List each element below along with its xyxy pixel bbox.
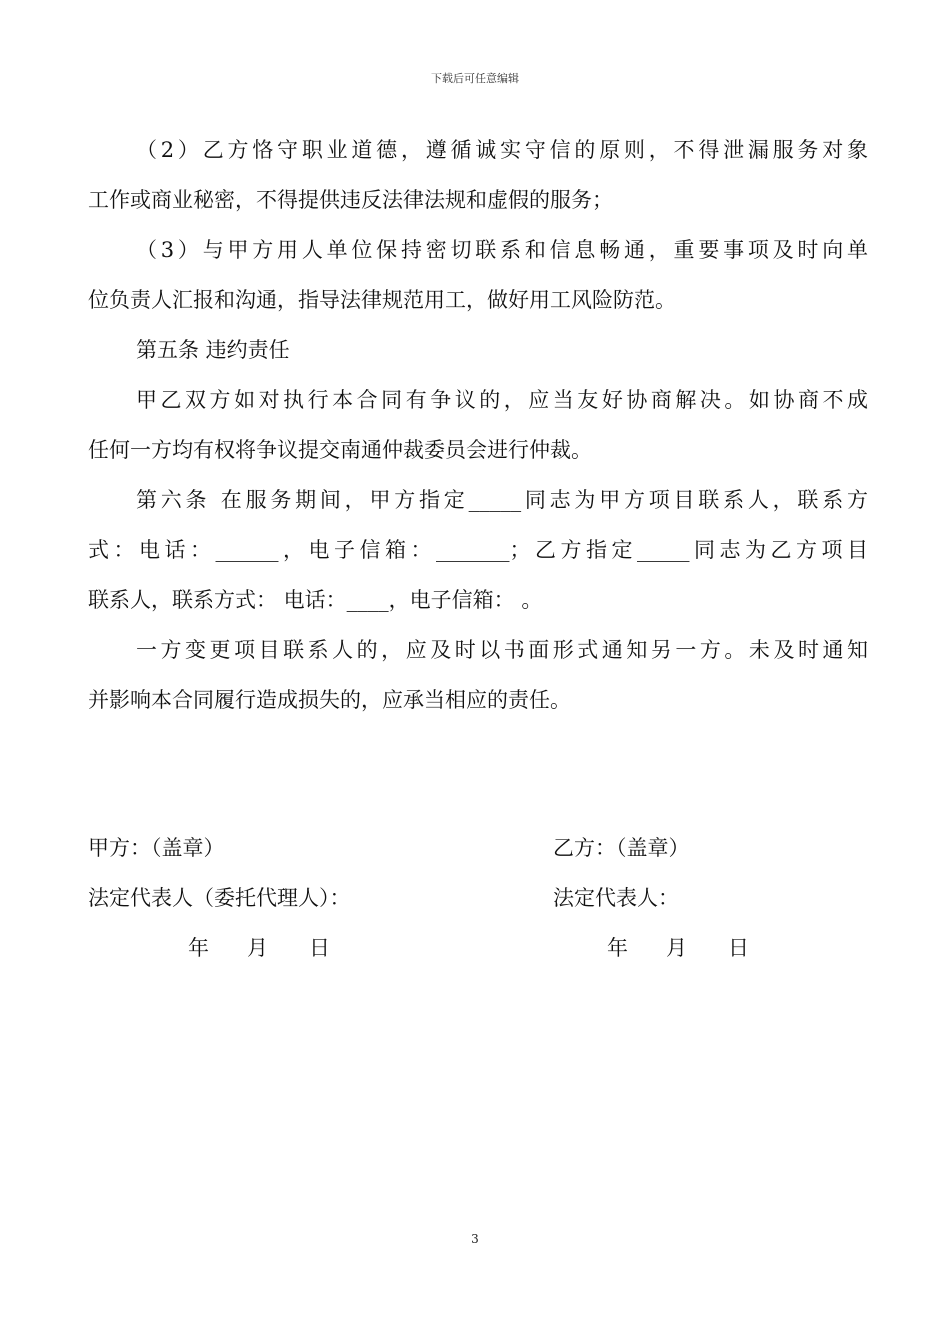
clause-3-line-2: 位负责人汇报和沟通，指导法律规范用工，做好用工风险防范。 bbox=[88, 288, 676, 312]
party-b-seal: 乙方：（盖章） bbox=[553, 836, 690, 860]
article-6-line-2: 式：电话：______，电子信箱：_______；乙方指定_____同志为乙方项目 bbox=[88, 538, 868, 562]
page-number: 3 bbox=[471, 1232, 479, 1246]
contact-change-line-2: 并影响本合同履行造成损失的，应承当相应的责任。 bbox=[88, 688, 571, 712]
clause-2-line-1: （2）乙方恪守职业道德，遵循诚实守信的原则，不得泄漏服务对象 bbox=[136, 138, 868, 162]
party-b-representative: 法定代表人： bbox=[553, 886, 679, 910]
article-6-line-1: 第六条 在服务期间，甲方指定_____同志为甲方项目联系人，联系方 bbox=[136, 488, 868, 512]
article-5-title: 第五条 违约责任 bbox=[136, 338, 290, 362]
party-a-month: 月 bbox=[247, 936, 268, 960]
clause-2-line-2: 工作或商业秘密，不得提供违反法律法规和虚假的服务； bbox=[88, 188, 613, 212]
article-6-line-3: 联系人，联系方式： 电话：____，电子信箱： 。 bbox=[88, 588, 543, 612]
party-a-day: 日 bbox=[309, 936, 330, 960]
page-header-note: 下载后可任意编辑 bbox=[431, 72, 519, 85]
article-5-line-2: 任何一方均有权将争议提交南通仲裁委员会进行仲裁。 bbox=[88, 438, 592, 462]
party-b-month: 月 bbox=[666, 936, 687, 960]
party-b-year: 年 bbox=[607, 936, 628, 960]
party-b-day: 日 bbox=[728, 936, 749, 960]
article-5-line-1: 甲乙双方如对执行本合同有争议的，应当友好协商解决。如协商不成 bbox=[136, 388, 868, 412]
party-a-representative: 法定代表人（委托代理人）： bbox=[88, 886, 351, 910]
party-a-seal: 甲方：（盖章） bbox=[88, 836, 225, 860]
contact-change-line-1: 一方变更项目联系人的，应及时以书面形式通知另一方。未及时通知 bbox=[136, 638, 868, 662]
clause-3-line-1: （3）与甲方用人单位保持密切联系和信息畅通，重要事项及时向单 bbox=[136, 238, 868, 262]
party-a-year: 年 bbox=[188, 936, 209, 960]
